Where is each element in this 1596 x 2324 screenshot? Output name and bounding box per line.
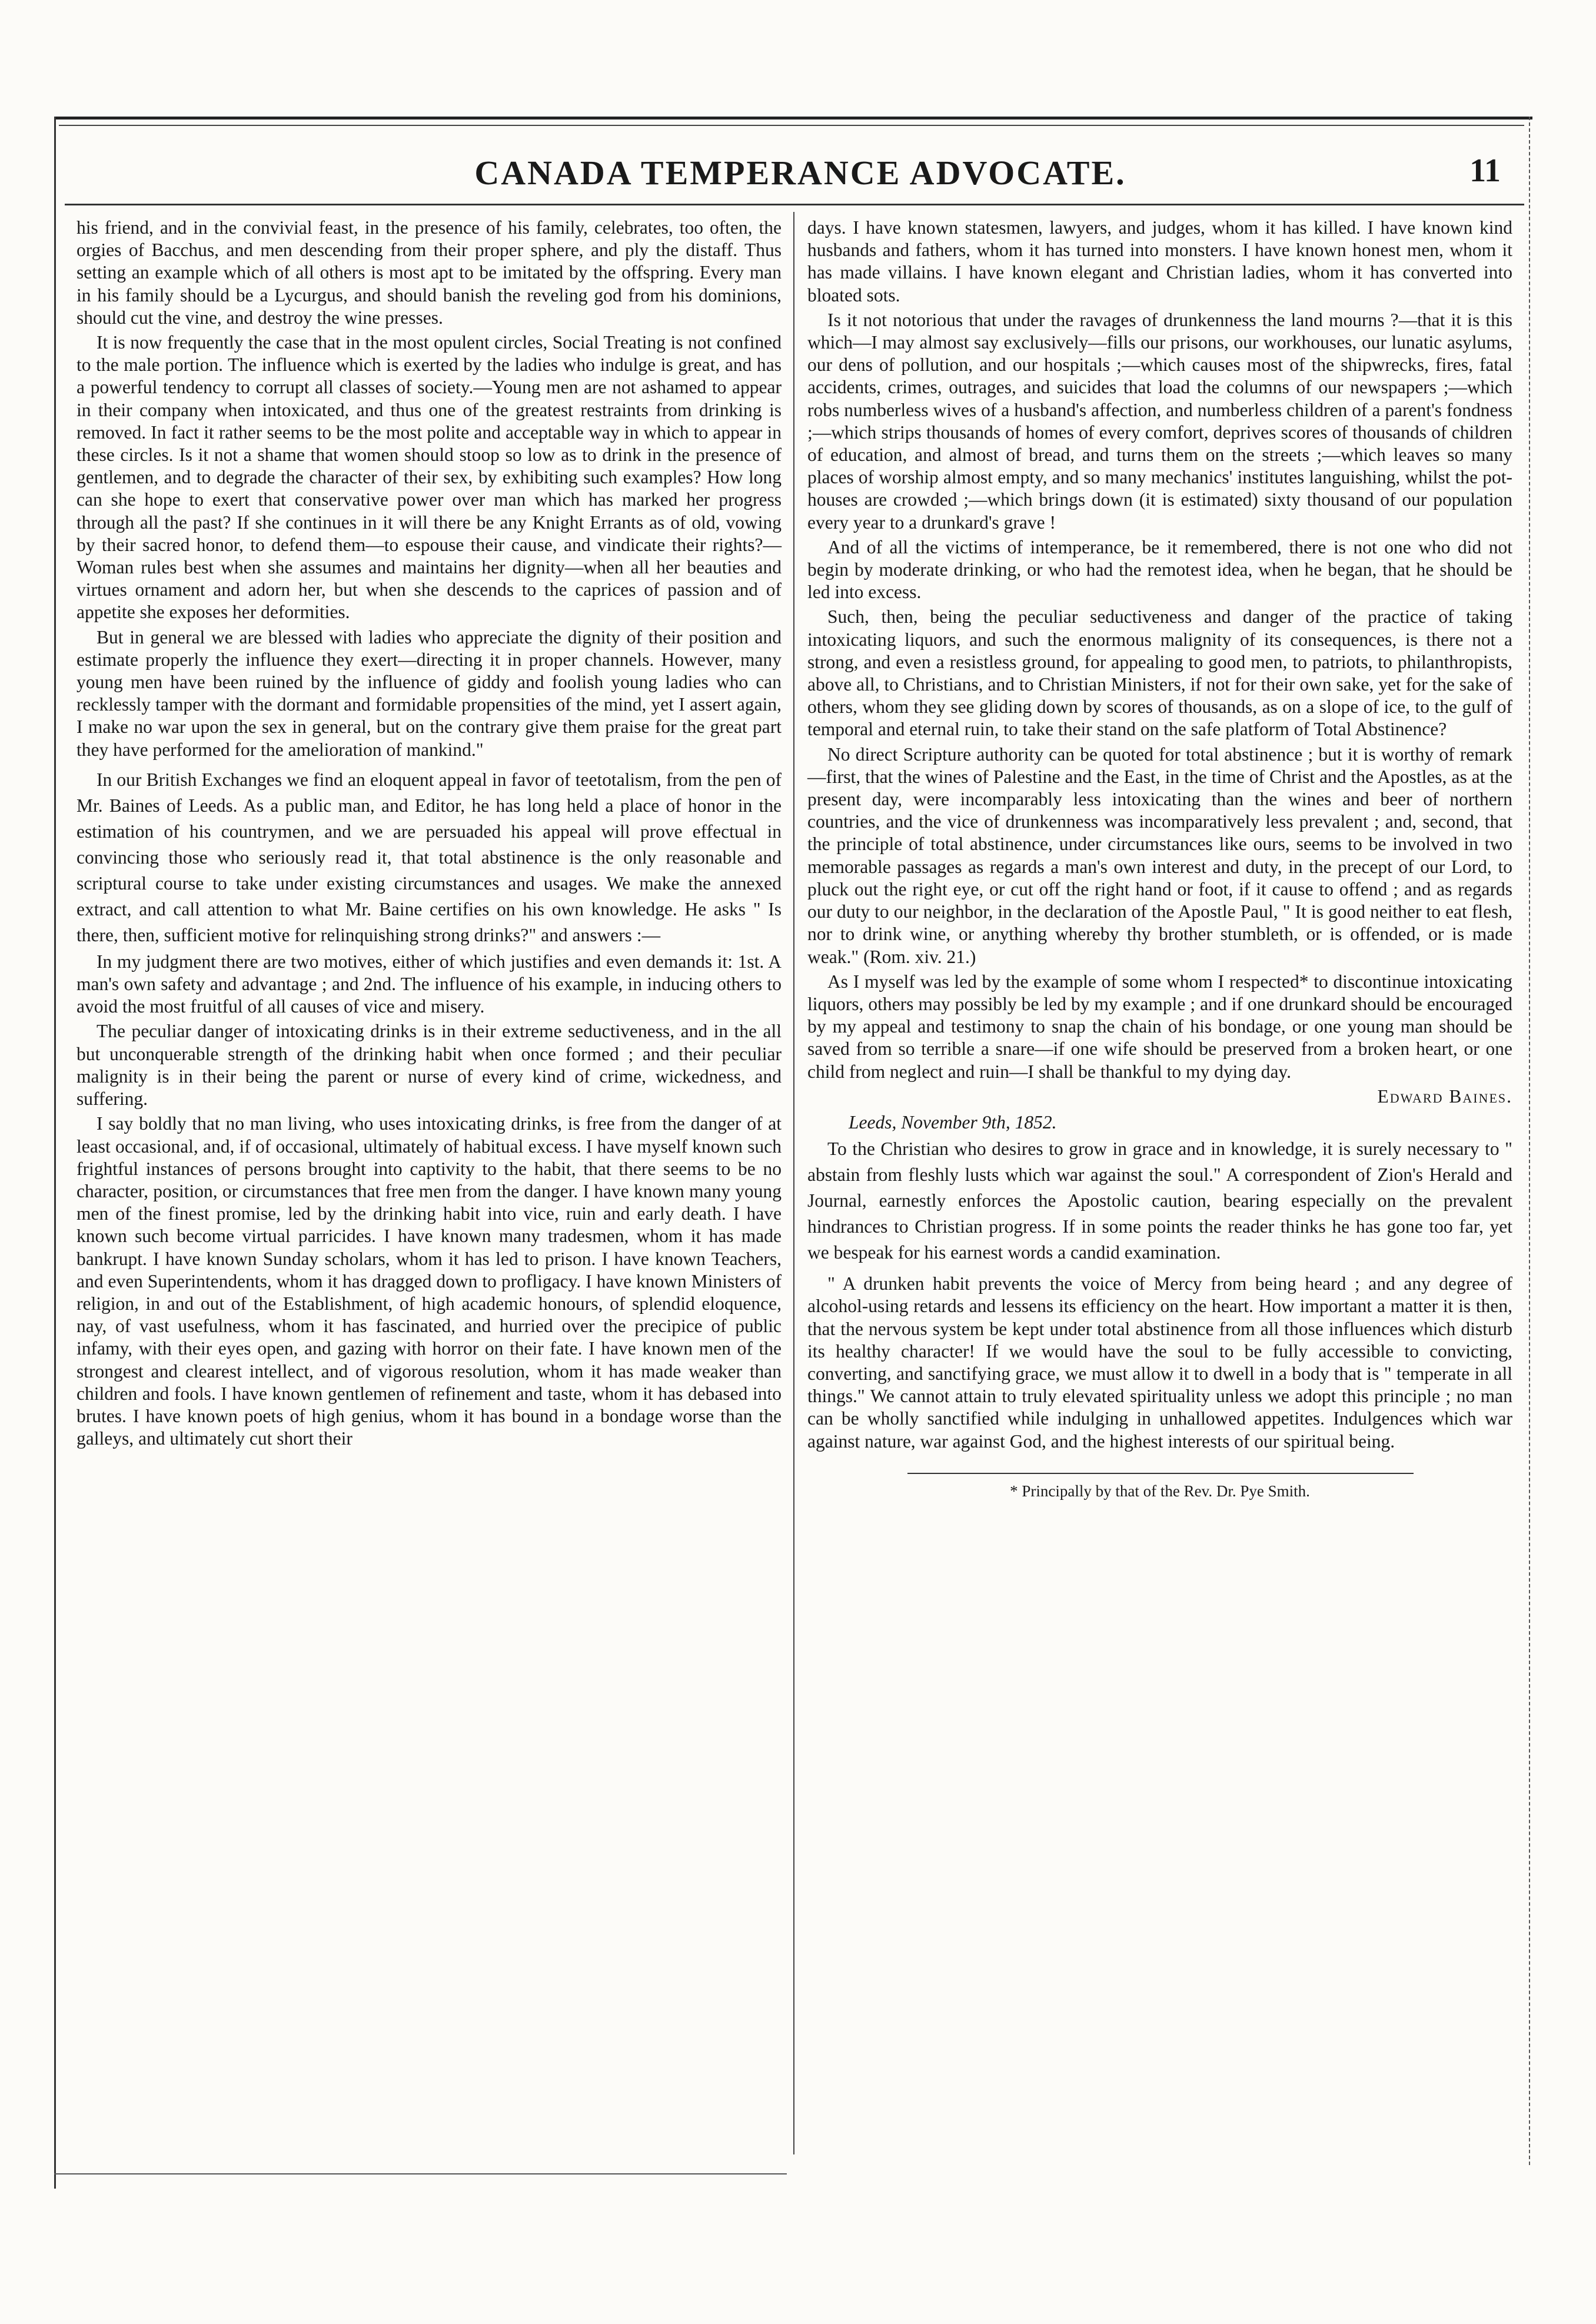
page-number: 11 [1469,152,1501,189]
right-column [807,217,1512,1505]
footnote: * Principally by that of the Rev. Dr. Pye Smith. [1010,1482,1310,1500]
bottom-border-rule [54,2173,787,2174]
footnote-rule [907,1473,1414,1474]
paragraph: The peculiar danger of intoxicating drinks is in their extreme seductiveness, and in the all but unconquerable strength of the drinking habit when once formed ; and their peculiar malignity is in their being the parent or nurse of every kind of crime, wickedness, and suffering. [77,1021,782,1110]
top-border-rule [54,117,1532,119]
right-border-rule [1529,117,1530,2165]
paragraph: Is it not notorious that under the ravages of drunkenness the land mourns ?—that it is this which—I may almost say exclusively—fills our prisons, our workhouses, our lunatic asylums, our dens of pollution, and our hospitals ;—which causes most of the shipwrecks, fires, fatal accidents, crimes, outrages, and suicides that load the columns of our newspapers ;—which robs numberless wives of a husband's affection, and numberless children of a parent's fondness ;—which strips thousands of homes of every comfort, deprives scores of thousands of children of education, and almost of bread, and turns them on the streets ;—which leaves so many places of worship almost empty, and so many mechanics' institutes languishing, whilst the pot-houses are crowded ;—which brings down (it is estimated) sixty thousand of our population every year to a drunkard's grave ! [807,309,1512,533]
header-divider [65,204,1524,205]
paragraph: To the Christian who desires to grow in grace and in knowledge, it is surely necessary to " abstain from fleshly lusts which war against the soul." A correspondent of Zion's Herald and Journal, earnestly enforces the Apostolic caution, bearing especially on the prevalent hindrances to Christian progress. If in some points the reader thinks he has gone too far, yet we bespeak for his earnest words a candid examination. [807,1138,1512,1263]
paragraph: It is now frequently the case that in the most opulent circles, Social Treating is not confined to the male portion. The influence which is exerted by the ladies who indulge is great, and has a powerful tendency to corrupt all classes of society.—Young men are not ashamed to appear in their company when intoxicated, and thus one of the greatest restraints from drinking is removed. In fact it rather seems to be the most polite and acceptable way in which to appear in these circles. Is it not a shame that women should stoop so low as to drink in the presence of gentlemen, and to degrade the character of their sex, by exhibiting such examples? How long can she hope to exert that conservative power over man which has marked her progress through all the past? If she continues in it will there be any Knight Errants as of old, vowing by their sacred honor, to defend them—to espouse their cause, and vindicate their rights?—Woman rules best when she assumes and maintains her dignity—when all her beauties and virtues ornament and adorn her, but when she descends to the caprices of passion and of appetite she exposes her deformities. [77,332,782,623]
top-border-inner-rule [59,125,1524,126]
paragraph: In our British Exchanges we find an eloquent appeal in favor of teetotalism, from the pen of Mr. Baines of Leeds. As a public man, and Editor, he has long held a place of honor in the estimation of his countrymen, and we are persuaded his appeal will prove effectual in convincing those who seriously read it, that total abstinence is the only reasonable and scriptural course to take under existing circumstances and usages. We make the annexed extract, and call attention to what Mr. Baine certifies on his own knowledge. He asks " Is there, then, sufficient motive for relinquishing strong drinks?" and answers :— [77,769,782,945]
left-border-rule [54,117,56,2189]
paragraph: days. I have known statesmen, lawyers, and judges, whom it has killed. I have known kind husbands and fathers, whom it has turned into monsters. I have known honest men, whom it has made villains. I have known elegant and Christian ladies, whom it has converted into bloated sots. [807,217,1512,306]
page-title: CANADA TEMPERANCE ADVOCATE. [474,154,1126,192]
paragraph: Such, then, being the peculiar seductiveness and danger of the practice of taking intoxicating liquors, and such the enormous malignity of its consequences, is there not a strong, and even a resistless ground, for appealing to good men, to patriots, to philanthropists, above all, to Christians, and to Christian Ministers, if not for their own sake, yet for the sake of others, whom they see gliding down by scores of thousands, as on a slope of ice, to the gulf of temporal and eternal ruin, to take their stand on the safe platform of Total Abstinence? [807,606,1512,740]
paragraph: In my judgment there are two motives, either of which justifies and even demands it: 1st. A man's own safety and advantage ; and 2nd. The influence of his example, in inducing others to avoid the most fruitful of all causes of vice and misery. [77,951,782,1017]
paragraph: But in general we are blessed with ladies who appreciate the dignity of their position and estimate properly the influence they exert—directing it in proper channels. However, many young men have been ruined by the influence of giddy and foolish young ladies who can recklessly tamper with the dormant and formidable propensities of the mind, yet I assert again, I make no war upon the sex in general, but on the contrary give them praise for the great part they have performed for the amelioration of mankind." [77,626,782,760]
paragraph: I say boldly that no man living, who uses intoxicating drinks, is free from the danger of at least occasional, and, if of occasional, ultimately of habitual excess. I have myself known such frightful instances of persons brought into captivity to the habit, that there seems to be no character, position, or circumstances that free men from the danger. I have known many young men of the finest promise, led by the drinking habit into vice, ruin and early death. I have known such become virtual parricides. I have known many tradesmen, whom it has made bankrupt. I have known Sunday scholars, whom it has led to prison. I have known Teachers, and even Superintendents, whom it has dragged down to profligacy. I have known Ministers of religion, in and out of the Establishment, of high academic honours, of splendid eloquence, nay, of vast usefulness, whom it has fascinated, and hurried over the precipice of public infamy, with their eyes open, and gazing with horror on their fate. I have known men of the strongest and clearest intellect, and of vigorous resolution, whom it has made weaker than children and fools. I have known gentlemen of refinement and taste, whom it has debased into brutes. I have known poets of high genius, whom it has bound in a bondage worse than the galleys, and ultimately cut short their [77,1113,782,1449]
paragraph: And of all the victims of intemperance, be it remembered, there is not one who did not begin by moderate drinking, or who had the remotest idea, when he began, that he should be led into excess. [807,536,1512,603]
page-header [88,141,1512,206]
dateline: Leeds, November 9th, 1852. [849,1111,1057,1133]
author-signature: Edward Baines. [1377,1085,1512,1107]
paragraph: As I myself was led by the example of some whom I respected* to discontinue intoxicating liquors, others may possibly be led by my example ; and if one drunkard should be encouraged by my appeal and testimony to snap the chain of his bondage, or one young man should be saved from so terrible a snare—if one wife should be preserved from a broken heart, or one child from neglect and ruin—I shall be thankful to my dying day. [807,971,1512,1082]
left-column [77,217,782,1452]
paragraph: No direct Scripture authority can be quoted for total abstinence ; but it is worthy of remark—first, that the wines of Palestine and the East, in the time of Christ and the Apostles, as at the present day, were incomparably less intoxicating than the wines and beer of northern countries, and the vice of drunkenness was incomparatively less prevalent ; and, second, that the principle of total abstinence, under circumstances like ours, seems to be involved in two memorable passages as regards a man's own interest and duty, in the precept of our Lord, to pluck out the right eye, or cut off the right hand or foot, if it cause to offend ; and as regards our duty to our neighbor, in the declaration of the Apostle Paul, " It is good neither to eat flesh, nor to drink wine, or anything whereby thy brother stumbleth, or is offended, or is made weak." (Rom. xiv. 21.) [807,743,1512,967]
paragraph: " A drunken habit prevents the voice of Mercy from being heard ; and any degree of alcohol-using retards and lessens its efficiency on the heart. How important a matter it is then, that the nervous system be kept under total abstinence from all those influences which disturb its healthy character! If we would have the soul to be fully accessible to convicting, converting, and sanctifying grace, we must allow it to dwell in a body that is " temperate in all things." We cannot attain to truly elevated spirituality unless we adopt this principle ; no man can be wholly sanctified while indulging in unhallowed appetites. Indulgences which war against nature, war against God, and the highest interests of our spiritual being. [807,1273,1512,1452]
paragraph: his friend, and in the convivial feast, in the presence of his family, celebrates, too often, the orgies of Bacchus, and men descending from their proper sphere, and ply the distaff. Thus setting an example which of all others is most apt to be imitated by the offspring. Every man in his family should be a Lycurgus, and should banish the reveling god from his dominions, should cut the vine, and destroy the wine presses. [77,217,782,328]
column-divider [793,212,794,2154]
